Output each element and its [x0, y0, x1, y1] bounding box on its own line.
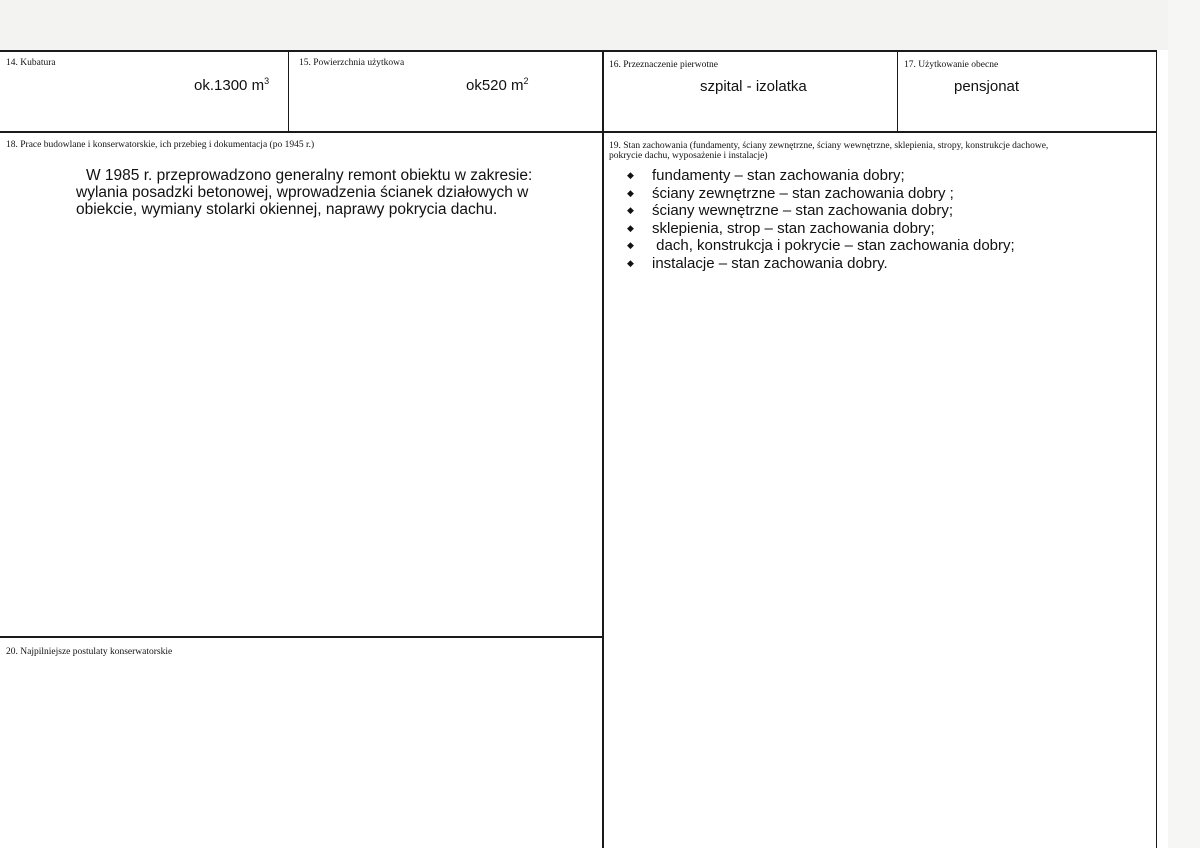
- list-item: [626, 220, 1015, 238]
- list-item: [626, 202, 1015, 220]
- field-19-list: [626, 167, 1015, 272]
- field-16-label: 16. Przeznaczenie pierwotne: [609, 60, 718, 70]
- list-item: [626, 167, 1015, 185]
- field-14-exponent: 3: [264, 76, 270, 86]
- list-item: [626, 185, 1015, 203]
- field-19-label-line-2: pokrycie dachu, wyposażenie i instalacje): [609, 151, 768, 161]
- bullet-icon: ◆: [627, 222, 634, 233]
- right-border: [1156, 50, 1157, 848]
- field-15-prefix: ok: [466, 77, 482, 94]
- divider-main: [602, 50, 604, 848]
- field-20-label: 20. Najpilniejsze postulaty konserwatorskie: [6, 647, 173, 657]
- list-item-text: instalacje – stan zachowania dobry.: [652, 254, 888, 272]
- field-14-prefix: ok.: [194, 77, 215, 94]
- field-14-unit: m: [251, 77, 265, 94]
- list-item-text: fundamenty – stan zachowania dobry;: [652, 167, 905, 184]
- field-15-value: [466, 77, 529, 94]
- list-item-text: ściany wewnętrzne – stan zachowania dobry;: [652, 202, 953, 219]
- field-18-label: 18. Prace budowlane i konserwatorskie, ich przebieg i dokumentacja (po 1945 r.): [6, 140, 315, 150]
- field-18-line-3: obiekcie, wymiany stolarki okiennej, naprawy pokrycia dachu.: [76, 201, 498, 218]
- list-item-text: ściany zewnętrzne – stan zachowania dobry ;: [652, 184, 954, 202]
- bullet-icon: ◆: [627, 257, 634, 268]
- top-rule: [0, 50, 1157, 52]
- bullet-icon: ◆: [627, 205, 634, 215]
- field-18-line-1: W 1985 r. przeprowadzono generalny remont obiektu w zakresie:: [86, 167, 533, 184]
- divider-14-15: [288, 50, 289, 133]
- field-19-label-line-1: 19. Stan zachowania (fundamenty, ściany zewnętrzne, ściany wewnętrzne, sklepienia, stropy, konstrukcje dachowe,: [609, 141, 1049, 151]
- field-16-value: szpital - izolatka: [700, 78, 807, 95]
- scan-right-margin: [1168, 0, 1200, 848]
- list-item-text: dach, konstrukcja i pokrycie – stan zachowania dobry;: [652, 237, 1015, 254]
- field-17-value: pensjonat: [954, 78, 1020, 95]
- field-14-value: [194, 77, 269, 94]
- list-item: [626, 237, 1015, 255]
- field-18-line-2: wylania posadzki betonowej, wprowadzenia ścianek działowych w: [76, 184, 529, 201]
- field-15-unit: m: [511, 77, 524, 94]
- field-14-label: 14. Kubatura: [6, 58, 56, 68]
- bullet-icon: ◆: [627, 240, 634, 250]
- field-17-label: 17. Użytkowanie obecne: [904, 60, 999, 70]
- row1-bottom-rule: [0, 131, 1157, 133]
- list-item-text: sklepienia, strop – stan zachowania dobry;: [652, 219, 935, 237]
- field-14-number: 1300: [214, 77, 248, 94]
- list-item: [626, 255, 1015, 273]
- divider-16-17: [897, 50, 898, 133]
- field-15-number: 520: [481, 77, 507, 94]
- field-15-exponent: 2: [523, 76, 529, 86]
- bullet-icon: ◆: [627, 187, 634, 198]
- section18-bottom-rule: [0, 636, 604, 638]
- scan-top-margin: [0, 0, 1200, 50]
- bullet-icon: ◆: [627, 170, 634, 180]
- field-15-label: 15. Powierzchnia użytkowa: [299, 58, 405, 68]
